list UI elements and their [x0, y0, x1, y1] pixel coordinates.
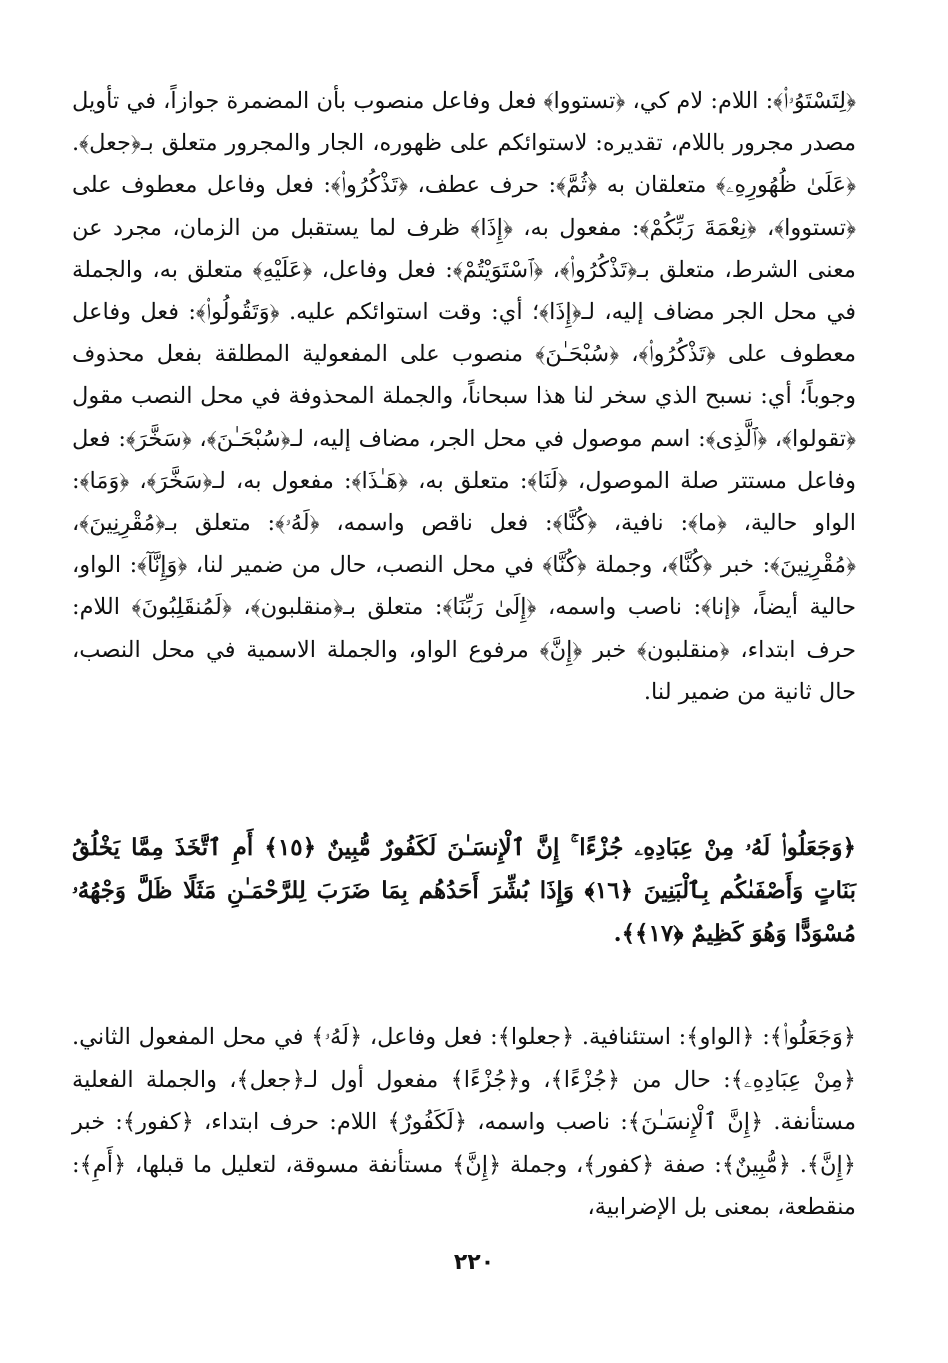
quran-verse-block	[72, 826, 856, 955]
quran-verse: ﴿وَجَعَلُوا۟ لَهُۥ مِنْ عِبَادِهِۦ جُزْءًا ۚ إِنَّ ٱلْإِنسَـٰنَ لَكَفُورٌ مُّبِينٌ ﴿١٥﴾ أَمِ ٱتَّخَذَ مِمَّا يَخْلُقُ بَنَاتٍ وَأَصْفَىٰكُم بِٱلْبَنِينَ ﴿١٦﴾ وَإِذَا بُشِّرَ أَحَدُهُم بِمَا ضَرَبَ لِلرَّحْمَـٰنِ مَثَلًا ظَلَّ وَجْهُهُۥ مُسْوَدًّا وَهُوَ كَظِيمٌ ﴿١٧﴾﴾.	[72, 834, 857, 947]
grammar-paragraph-1: ﴿لِتَسْتَوُۥا۟﴾: اللام: لام كي، ﴿تستووا﴾ فعل وفاعل منصوب بأن المضمرة جوازاً، في تأويل مصدر مجرور باللام، تقديره: لاستوائكم على ظهوره، الجار والمجرور متعلق بـ﴿جعل﴾. ﴿عَلَىٰ ظُهُورِهِۦ﴾ متعلقان به ﴿ثُمَّ﴾: حرف عطف، ﴿تَذْكُرُوا۟﴾: فعل وفاعل معطوف على ﴿تستووا﴾، ﴿نِعْمَةَ رَبِّكُمْ﴾: مفعول به، ﴿إِذَا﴾ ظرف لما يستقبل من الزمان، مجرد عن معنى الشرط، متعلق بـ﴿تَذْكُرُوا۟﴾، ﴿ٱسْتَوَيْتُمْ﴾: فعل وفاعل، ﴿عَلَيْهِ﴾ متعلق به، والجملة في محل الجر مضاف إليه، لـ﴿إِذَا﴾؛ أي: وقت استوائكم عليه. ﴿وَتَقُولُوا۟﴾: فعل وفاعل معطوف على ﴿تَذْكُرُوا۟﴾، ﴿سُبْحَـٰنَ﴾ منصوب على المفعولية المطلقة بفعل محذوف وجوباً؛ أي: نسبح الذي سخر لنا هذا سبحاناً، والجملة المحذوفة في محل النصب مقول ﴿تقولوا﴾، ﴿ٱلَّذِى﴾: اسم موصول في محل الجر، مضاف إليه، لـ﴿سُبْحَـٰنَ﴾، ﴿سَخَّرَ﴾: فعل وفاعل مستتر صلة الموصول، ﴿لَنَا﴾: متعلق به، ﴿هَـٰذَا﴾: مفعول به، لـ﴿سَخَّرَ﴾، ﴿وَمَا﴾: الواو حالية، ﴿ما﴾: نافية، ﴿كُنَّا﴾: فعل ناقص واسمه، ﴿لَهُۥ﴾: متعلق بـ﴿مُقْرِنِينَ﴾، ﴿مُقْرِنِينَ﴾: خبر ﴿كُنَّا﴾، وجملة ﴿كُنَّا﴾ في محل النصب، حال من ضمير لنا، ﴿وَإِنَّآ﴾: الواو، حالية أيضاً، ﴿إنا﴾: ناصب واسمه، ﴿إِلَىٰ رَبِّنَا﴾: متعلق بـ﴿منقلبون﴾، ﴿لَمُنقَلِبُونَ﴾ اللام: حرف ابتداء، ﴿منقلبون﴾ خبر ﴿إِنَّ﴾ مرفوع الواو، والجملة الاسمية في محل النصب، حال ثانية من ضمير لنا.	[72, 88, 856, 705]
commentary-block-1	[72, 80, 856, 713]
page-number: ٢٢٠	[453, 1250, 495, 1275]
commentary-block-2	[72, 1016, 856, 1229]
grammar-paragraph-2: ﴿وَجَعَلُوا۟﴾: ﴿الواو﴾: استئنافية. ﴿جعلوا﴾: فعل وفاعل، ﴿لَهُۥ﴾ في محل المفعول الثاني. ﴿مِنْ عِبَادِهِۦ﴾: حال من ﴿جُزْءًا﴾، و﴿جُزْءًا﴾ مفعول أول لـ﴿جعل﴾، والجملة الفعلية مستأنفة. ﴿إِنَّ ٱلْإِنسَـٰنَ﴾: ناصب واسمه، ﴿لَكَفُورٌ﴾ اللام: حرف ابتداء، ﴿كفور﴾: خبر ﴿إِنَّ﴾. ﴿مُّبِينٌ﴾: صفة ﴿كفور﴾، وجملة ﴿إِنَّ﴾ مستأنفة مسوقة، لتعليل ما قبلها، ﴿أَمِ﴾: منقطعة، بمعنى بل الإضرابية،	[72, 1024, 856, 1221]
